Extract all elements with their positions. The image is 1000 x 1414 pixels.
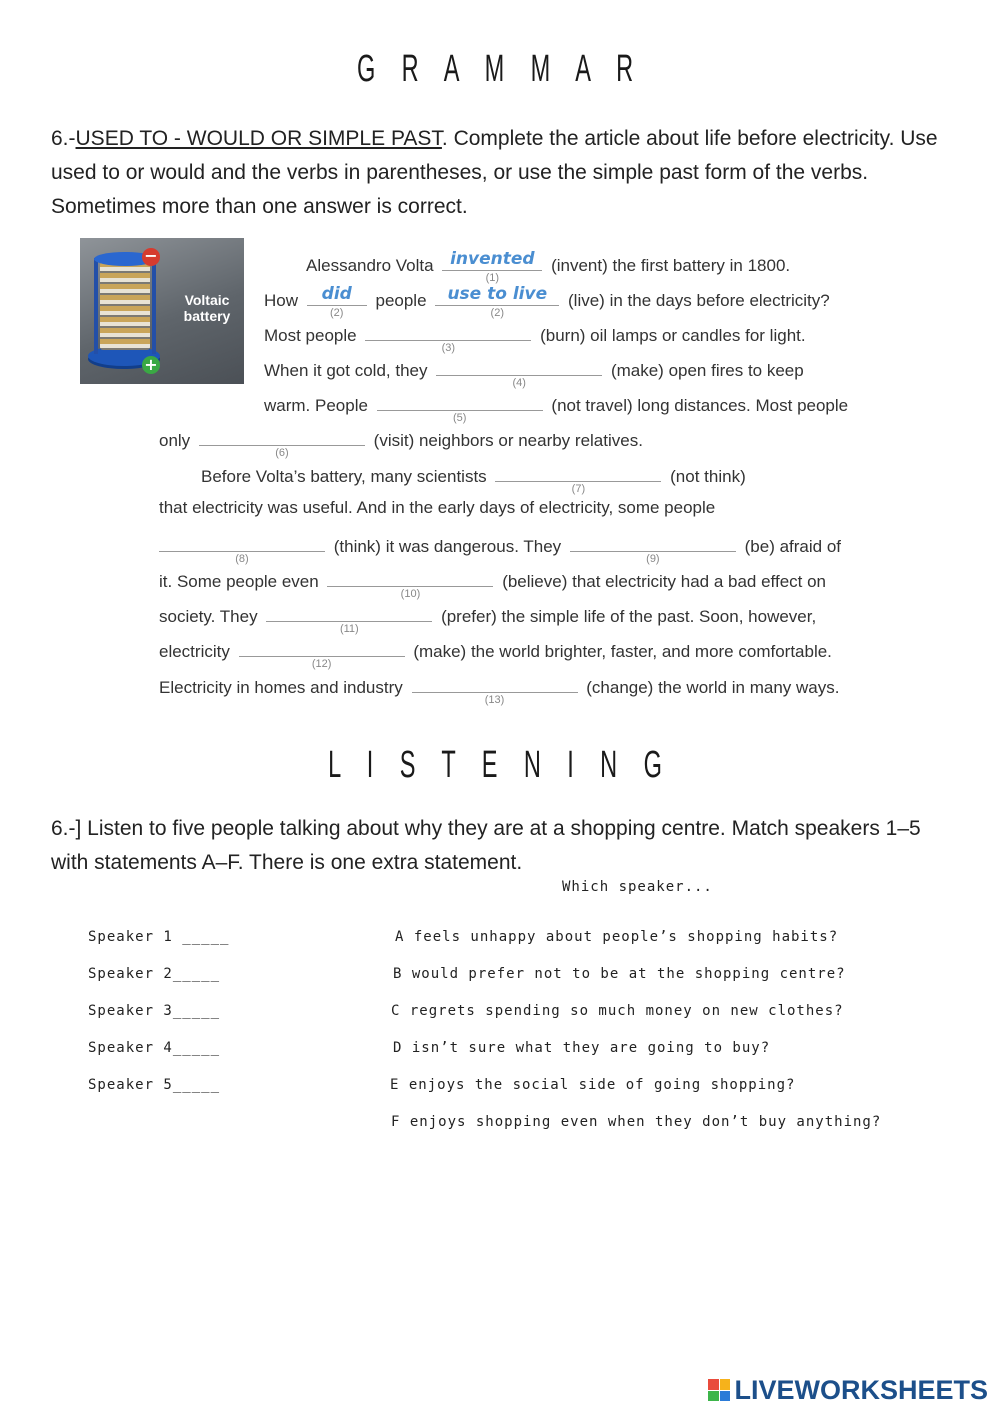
exercise-line-1 (306, 249, 791, 284)
statement-e: E enjoys the social side of going shopping? (390, 1077, 796, 1093)
exercise-line-5 (264, 390, 849, 424)
answer-text: invented (450, 249, 535, 269)
speaker-1-answer[interactable]: Speaker 1 _____ (88, 929, 230, 945)
answer-text: use to live (447, 284, 548, 304)
blank-number: (2) (490, 307, 504, 319)
line-text: (invent) the first battery in 1800. (551, 256, 791, 275)
line-text: (burn) oil lamps or candles for light. (540, 326, 806, 345)
grammar-heading: G R A M M A R (356, 48, 644, 90)
exercise-line-12 (159, 636, 832, 670)
line-text: (not think) (670, 467, 746, 486)
answer-blank-11[interactable] (266, 601, 432, 635)
speaker-4-answer[interactable]: Speaker 4_____ (88, 1040, 221, 1056)
line-text: Electricity in homes and industry (159, 678, 403, 697)
line-text: (change) the world in many ways. (586, 678, 840, 697)
which-speaker-label: Which speaker... (562, 879, 713, 895)
logo-mark-icon (708, 1379, 730, 1401)
answer-blank-3[interactable] (365, 320, 531, 354)
line-text: When it got cold, they (264, 361, 428, 380)
blank-number: (7) (571, 483, 586, 495)
exercise-line-6 (159, 425, 643, 459)
line-text: (prefer) the simple life of the past. Soon, however, (441, 607, 817, 626)
blank-number: (9) (646, 553, 660, 565)
blank-number: (1) (485, 272, 500, 284)
blank-number: (11) (339, 623, 359, 635)
answer-blank-8[interactable] (159, 531, 325, 565)
line-text: (make) open fires to keep (610, 361, 804, 380)
plus-icon: + (142, 356, 160, 374)
line-text: only (159, 431, 191, 450)
answer-blank-9[interactable] (570, 531, 736, 565)
image-caption: Voltaic battery (183, 292, 231, 324)
grammar-instructions (51, 122, 961, 224)
exercise-line-2 (264, 284, 830, 319)
line-text: (live) in the days before electricity? (568, 291, 830, 310)
line-text: Before Volta’s battery, many scientists (201, 467, 487, 486)
exercise-line-11 (159, 601, 817, 635)
speaker-2-answer[interactable]: Speaker 2_____ (88, 966, 221, 982)
line-text: (think) it was dangerous. They (333, 537, 562, 556)
statement-b: B would prefer not to be at the shopping centre? (393, 966, 846, 982)
blank-number: (6) (275, 447, 289, 459)
line-text: (believe) that electricity had a bad effect on (502, 572, 827, 591)
liveworksheets-logo (708, 1376, 988, 1404)
exercise-line-9 (159, 531, 842, 565)
line-text: warm. People (264, 396, 368, 415)
speaker-5-answer[interactable]: Speaker 5_____ (88, 1077, 221, 1093)
line-text: society. They (159, 607, 258, 626)
blank-number: (2) (330, 307, 344, 319)
answer-text: did (321, 284, 352, 304)
answer-blank-7[interactable] (495, 461, 661, 495)
voltaic-battery-image (80, 238, 244, 384)
line-text: Alessandro Volta (306, 256, 434, 275)
answer-blank-2a[interactable] (307, 284, 367, 319)
line-text: (make) the world brighter, faster, and more comfortable. (413, 642, 832, 661)
answer-blank-13[interactable] (412, 672, 578, 706)
statement-c: C regrets spending so much money on new clothes? (391, 1003, 844, 1019)
statement-f: F enjoys shopping even when they don’t buy anything? (391, 1114, 882, 1130)
exercise-line-7 (201, 461, 746, 495)
blank-number: (12) (311, 658, 332, 670)
answer-blank-5[interactable] (377, 390, 543, 424)
answer-blank-2b[interactable] (435, 284, 559, 319)
exercise-number: 6.- (51, 127, 76, 150)
answer-blank-12[interactable] (239, 636, 405, 670)
answer-blank-10[interactable] (327, 566, 493, 600)
statement-d: D isn’t sure what they are going to buy? (393, 1040, 771, 1056)
exercise-line-13 (159, 672, 840, 706)
exercise-line-4 (264, 355, 804, 389)
line-text: How (264, 291, 299, 310)
instruction-text: . Complete the article about life before electricity. Use used to or would and the verbs in parentheses, or use the simple past form of the verbs. Sometimes more than one answer is correct. (51, 127, 938, 218)
blank-number: (13) (484, 694, 505, 706)
exercise-line-10 (159, 566, 827, 600)
line-text: it. Some people even (159, 572, 319, 591)
line-text: (not travel) long distances. Most people (551, 396, 849, 415)
blank-number: (4) (512, 377, 526, 389)
line-text: electricity (159, 642, 230, 661)
line-text: Most people (264, 326, 357, 345)
statement-a: A feels unhappy about people’s shopping habits? (395, 929, 839, 945)
exercise-topic: USED TO - WOULD OR SIMPLE PAST (75, 127, 442, 150)
line-text: that electricity was useful. And in the early days of electricity, some people (159, 498, 716, 517)
line-text: people (375, 291, 427, 310)
blank-number: (3) (441, 342, 456, 354)
minus-icon: − (142, 248, 160, 266)
answer-blank-1[interactable] (442, 249, 542, 284)
listening-heading: L I S T E N I N G (328, 744, 672, 786)
line-text: (visit) neighbors or nearby relatives. (373, 431, 643, 450)
exercise-line-3 (264, 320, 806, 354)
line-text: (be) afraid of (744, 537, 842, 556)
blank-number: (10) (400, 588, 421, 600)
answer-blank-6[interactable] (199, 425, 365, 459)
speaker-3-answer[interactable]: Speaker 3_____ (88, 1003, 221, 1019)
answer-blank-4[interactable] (436, 355, 602, 389)
exercise-line-8 (159, 496, 715, 520)
listening-instructions: 6.-] Listen to five people talking about why they are at a shopping centre. Match speakers 1–5 with statements A–F. There is one extra statement. (51, 817, 921, 874)
blank-number: (5) (452, 412, 467, 424)
logo-text: LIVEWORKSHEETS (734, 1374, 988, 1405)
blank-number: (8) (235, 553, 249, 565)
